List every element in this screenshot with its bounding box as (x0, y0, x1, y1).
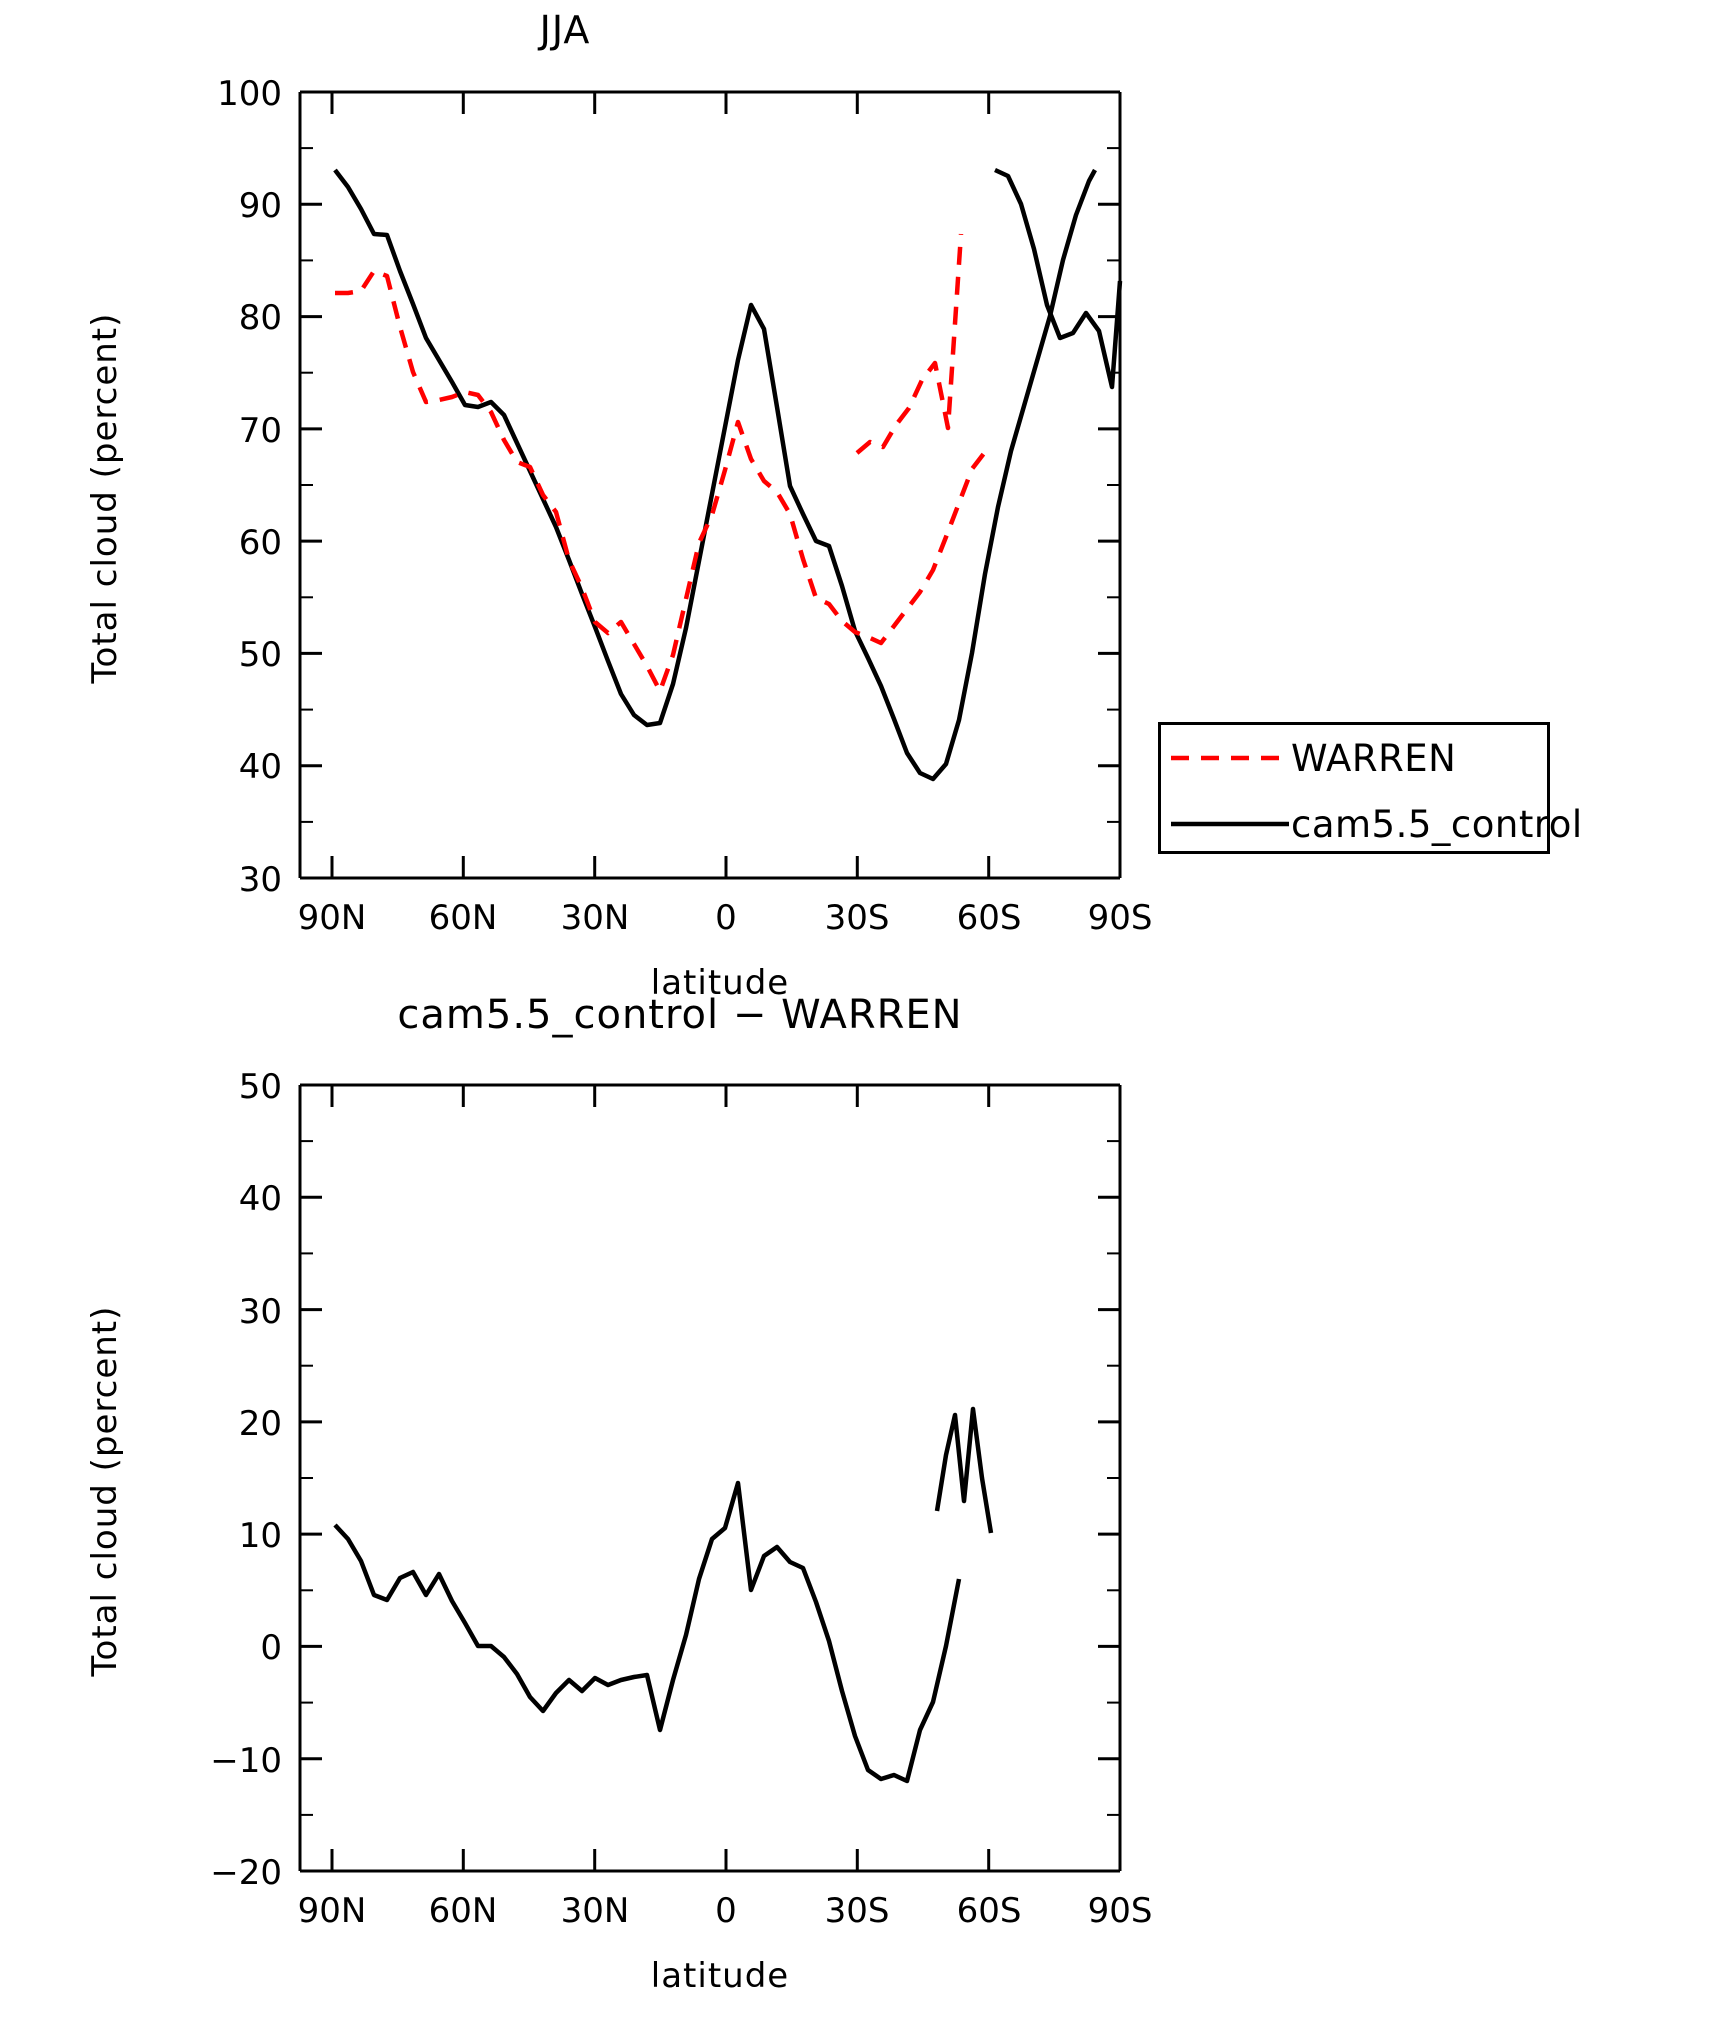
series-line-cam55-control (335, 170, 1095, 779)
legend-item-warren (1161, 725, 1547, 791)
yaxis-label-bottom: Total cloud (percent) (85, 1305, 125, 1677)
ytick-label-bottom-m10: −10 (210, 1741, 282, 1781)
xtick-label-bottom-60S: 60S (956, 1891, 1022, 1931)
ytick-label-top-100: 100 (217, 74, 282, 114)
ytick-label-bottom-m20: −20 (210, 1853, 282, 1893)
series-line-difference (335, 1483, 959, 1781)
series-line-warren-tail (857, 234, 961, 453)
series-line-difference-tail (937, 1409, 991, 1533)
chart-panel-top (0, 0, 1710, 1010)
legend-label-warren: WARREN (1291, 736, 1457, 780)
xtick-label-top-60N: 60N (428, 898, 498, 938)
ytick-label-top-30: 30 (238, 860, 282, 900)
series-line-warren (335, 271, 985, 691)
legend-label-cam55-control: cam5.5_control (1291, 802, 1583, 846)
ytick-label-top-70: 70 (238, 411, 282, 451)
ytick-label-bottom-0: 0 (260, 1628, 282, 1668)
xaxis-label-bottom: latitude (650, 1956, 790, 1996)
ytick-label-bottom-50: 50 (238, 1067, 282, 1107)
ytick-label-top-60: 60 (238, 523, 282, 563)
ytick-label-bottom-30: 30 (238, 1292, 282, 1332)
yaxis-label-top: Total cloud (percent) (85, 312, 125, 684)
xtick-label-bottom-0: 0 (715, 1891, 737, 1931)
xtick-label-top-90N: 90N (297, 898, 367, 938)
ytick-label-bottom-20: 20 (238, 1404, 282, 1444)
legend-item-cam55-control (1161, 791, 1583, 857)
xtick-label-top-30N: 30N (560, 898, 630, 938)
ytick-label-top-80: 80 (238, 298, 282, 338)
xtick-label-bottom-30S: 30S (824, 1891, 890, 1931)
plot-area-top (0, 0, 1710, 1010)
chart-title-bottom: cam5.5_control − WARREN (397, 992, 963, 1038)
xtick-label-bottom-90S: 90S (1087, 1891, 1153, 1931)
ytick-label-top-50: 50 (238, 635, 282, 675)
legend (1158, 722, 1583, 854)
xtick-label-top-90S: 90S (1087, 898, 1153, 938)
xtick-label-bottom-90N: 90N (297, 1891, 367, 1931)
xtick-label-bottom-30N: 30N (560, 1891, 630, 1931)
ytick-label-bottom-40: 40 (238, 1179, 282, 1219)
xtick-label-bottom-60N: 60N (428, 1891, 498, 1931)
chart-panel-bottom (0, 992, 1710, 2021)
ytick-label-top-90: 90 (238, 186, 282, 226)
ytick-label-bottom-10: 10 (238, 1516, 282, 1556)
xaxis-label-top: latitude (650, 963, 790, 1003)
xtick-label-top-0: 0 (715, 898, 737, 938)
chart-title-top: JJA (539, 8, 591, 52)
xtick-label-top-60S: 60S (956, 898, 1022, 938)
ytick-label-top-40: 40 (238, 747, 282, 787)
xtick-label-top-30S: 30S (824, 898, 890, 938)
